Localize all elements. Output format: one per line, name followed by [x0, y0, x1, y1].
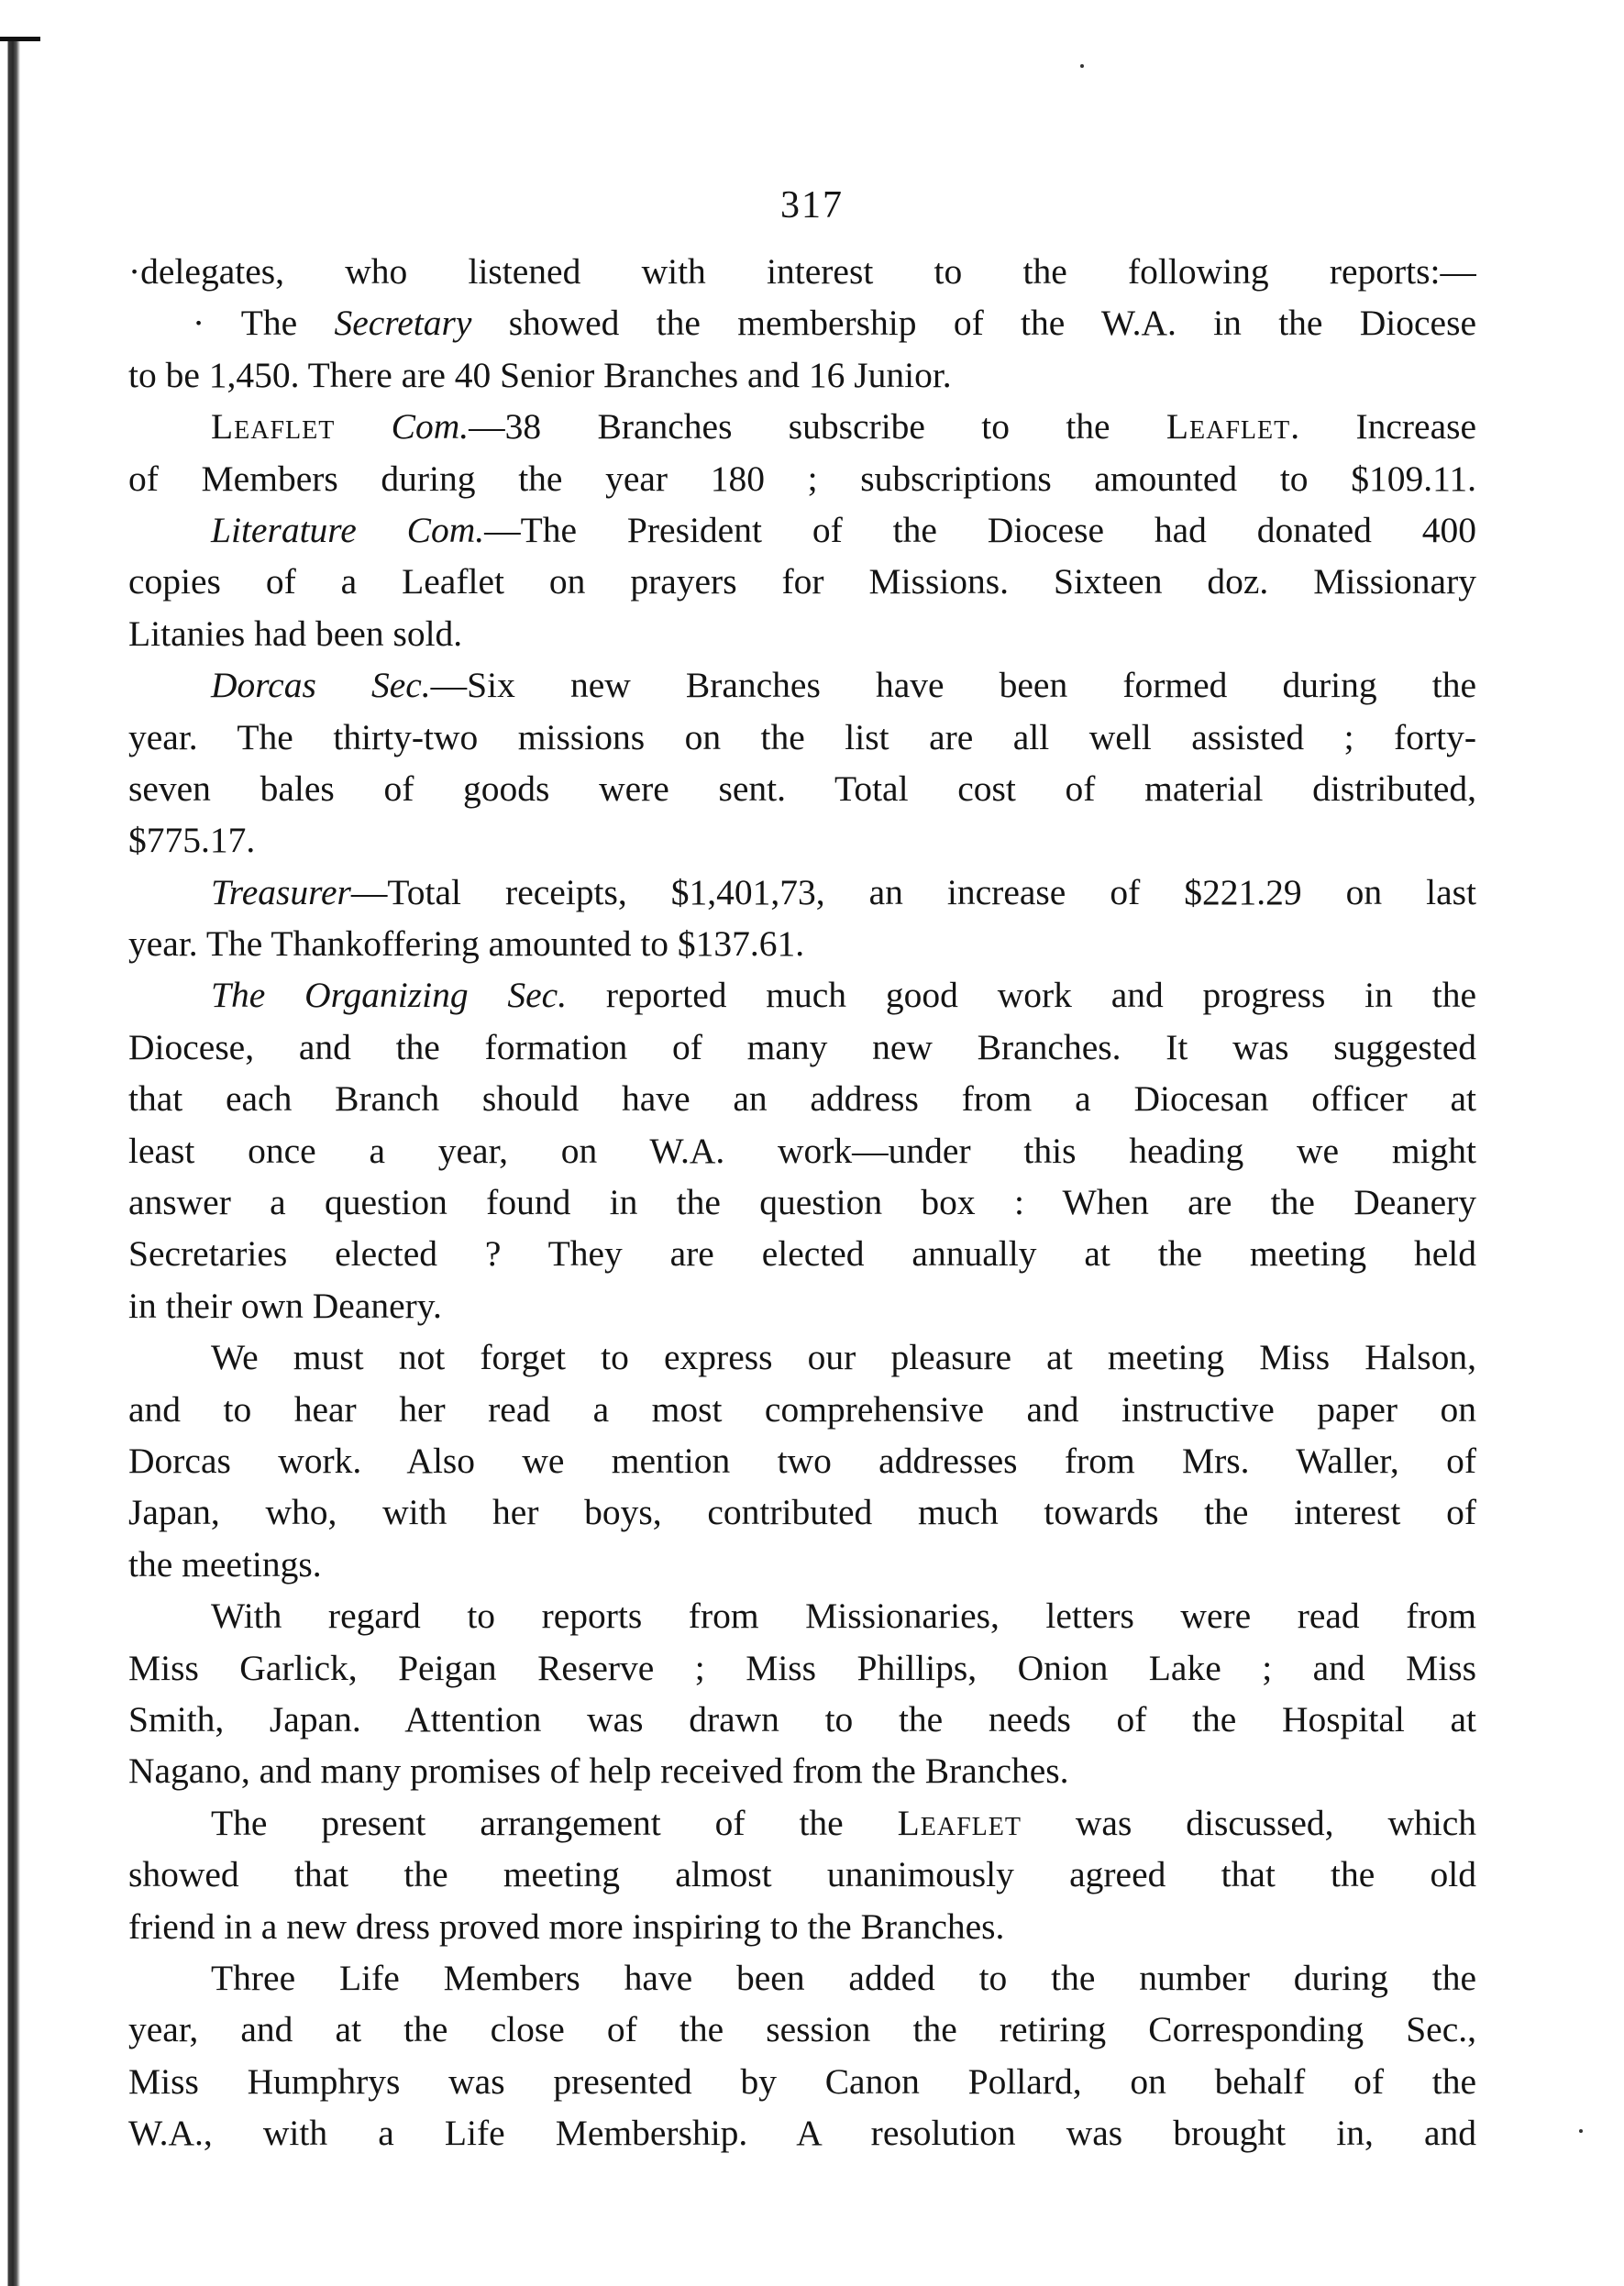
text-line: year, and at the close of the session the retiring Corresponding Sec.,: [128, 2009, 1476, 2050]
report-text: [128, 246, 1476, 2159]
text-line: Miss Garlick, Peigan Reserve ; Miss Phillips, Onion Lake ; and Miss: [128, 1647, 1476, 1688]
text-line: Japan, who, with her boys, contributed much towards the interest of: [128, 1492, 1476, 1533]
text-line: Dorcas Sec.—Six new Branches have been formed during the: [211, 665, 1476, 706]
text-line: showed that the meeting almost unanimously agreed that the old: [128, 1854, 1476, 1895]
text-line: Smith, Japan. Attention was drawn to the needs of the Hospital at: [128, 1698, 1476, 1739]
text-line: $775.17.: [128, 820, 256, 861]
text-line: year. The thirty-two missions on the list are all well assisted ; forty-: [128, 716, 1476, 757]
binding-edge: [0, 37, 37, 2286]
scan-speck: [1080, 64, 1084, 68]
text-line: Leaflet Com.—38 Branches subscribe to the Leaflet. Increase: [211, 406, 1476, 447]
text-line: and to hear her read a most comprehensive and instructive paper on: [128, 1388, 1476, 1430]
text-line: to be 1,450. There are 40 Senior Branches and 16 Junior.: [128, 354, 952, 395]
text-line: Three Life Members have been added to the number during the: [211, 1957, 1476, 1998]
text-line: Diocese, and the formation of many new Branches. It was suggested: [128, 1026, 1476, 1067]
scan-speck: [1579, 2129, 1583, 2133]
text-line: seven bales of goods were sent. Total cost of material distributed,: [128, 768, 1476, 809]
text-line: Nagano, and many promises of help received from the Branches.: [128, 1750, 1069, 1792]
text-line: copies of a Leaflet on prayers for Missions. Sixteen doz. Missionary: [128, 561, 1476, 602]
text-line: Treasurer—Total receipts, $1,401,73, an increase of $221.29 on last: [211, 871, 1476, 912]
text-line: The Organizing Sec. reported much good work and progress in the: [211, 975, 1476, 1016]
text-line: With regard to reports from Missionaries, letters were read from: [211, 1596, 1476, 1637]
text-line: Secretaries elected ? They are elected annually at the meeting held: [128, 1233, 1476, 1275]
page-number: 317: [780, 184, 844, 226]
text-line: in their own Deanery.: [128, 1285, 442, 1326]
text-line: of Members during the year 180 ; subscriptions amounted to $109.11.: [128, 458, 1476, 499]
text-line: Miss Humphrys was presented by Canon Pollard, on behalf of the: [128, 2060, 1476, 2102]
text-line: Litanies had been sold.: [128, 613, 463, 654]
text-line: the meetings.: [128, 1543, 322, 1585]
text-line: The present arrangement of the Leaflet was discussed, which: [211, 1802, 1476, 1843]
text-line: friend in a new dress proved more inspiring to the Branches.: [128, 1905, 1005, 1947]
text-line: Literature Com.—The President of the Diocese had donated 400: [211, 509, 1476, 550]
text-line: · The Secretary showed the membership of the W.A. in the Diocese: [193, 303, 1476, 344]
text-line: answer a question found in the question box : When are the Deanery: [128, 1182, 1476, 1223]
text-line: that each Branch should have an address from a Diocesan officer at: [128, 1078, 1476, 1120]
text-line: least once a year, on W.A. work—under this heading we might: [128, 1130, 1476, 1171]
binding-corner-mark: [0, 37, 40, 41]
text-line: ·delegates, who listened with interest to the following reports:—: [128, 251, 1476, 292]
text-line: We must not forget to express our pleasure at meeting Miss Halson,: [211, 1337, 1476, 1378]
text-line: year. The Thankoffering amounted to $137.61.: [128, 923, 805, 965]
text-line: W.A., with a Life Membership. A resolution was brought in, and: [128, 2113, 1476, 2154]
text-line: Dorcas work. Also we mention two addresses from Mrs. Waller, of: [128, 1440, 1476, 1481]
